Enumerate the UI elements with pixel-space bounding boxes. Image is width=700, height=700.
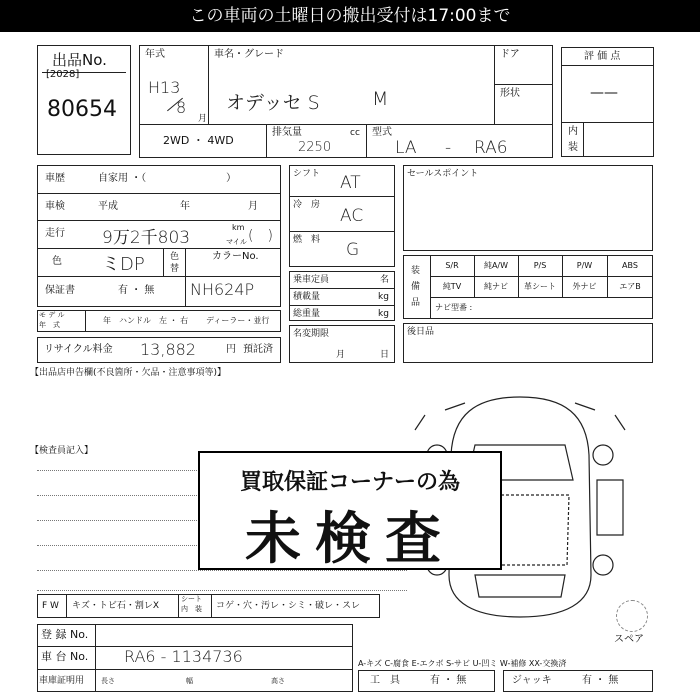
spare-tire-icon [616,600,648,632]
model-grade: M [372,88,389,110]
rating-value: —— [590,85,618,101]
equip-ext-navi: 外ナビ [572,282,597,291]
recolor-label-1: 色 [170,252,180,262]
body-shape-label: 形状 [500,88,520,99]
dealer-label: ディーラー・並行 [206,316,270,325]
year-month-unit: 月 [198,114,208,124]
mileage-paren: ( ) [248,228,273,244]
reg-deadline-day: 日 [380,350,390,360]
model-label: 車名・グレード [214,49,284,60]
certificate-length: 長さ [101,677,115,685]
inspection-era: 平成 [98,201,118,212]
equip-ps: P/S [533,261,547,270]
equip-airbag: エアB [619,282,641,291]
fw-label: F W [42,601,59,611]
shift-label: シフト [293,169,321,179]
divider [66,594,67,618]
divider [37,193,281,194]
registration-label: 登 録 No. [41,628,89,641]
divider [163,248,164,276]
equipment-label-1: 装 [411,266,421,276]
displacement-label: 排気量 [272,127,302,138]
rating-box [561,47,654,157]
inspector-label: 【検査員記入】 [30,446,94,456]
model-year-label-1: モ デ ル [39,311,65,319]
mileage-unit-km: km [232,223,245,232]
load-label: 積載量 [293,292,321,302]
jack-label: ジャッキ [512,675,552,686]
doors-label: ドア [500,49,520,60]
recolor-label-2: 替 [170,264,180,274]
load-unit: kg [378,292,389,302]
capacity-unit: 名 [380,275,390,285]
inspection-label: 車検 [45,201,65,212]
fuel-label: 燃 料 [293,235,321,245]
chassis-label: 車 台 No. [41,650,89,663]
seat-label-1: シート [181,595,202,603]
divider [85,310,86,332]
divider [37,248,281,249]
divider [289,288,395,289]
tools-value: 有 ・ 無 [430,675,467,686]
ac-value: AC [340,206,364,226]
later-label: 後日品 [407,327,435,337]
equipment-label-2: 備 [411,282,421,292]
certificate-width: 幅 [186,677,193,685]
shift-value: AT [340,173,361,193]
chassis-value: RA6 - 1134736 [124,647,243,666]
displacement-value: 2250 [298,140,332,155]
equip-pw: P/W [576,261,593,270]
divider [37,220,281,221]
equip-navi: 純ナビ [484,282,508,291]
divider [289,196,395,197]
divider [561,65,654,66]
later-box [403,323,653,363]
divider [37,669,353,670]
stamp-line-2: 未検査 [245,506,455,572]
divider [561,122,654,123]
year-era: H13 [148,78,181,97]
jack-value: 有 ・ 無 [582,675,619,686]
divider [289,231,395,232]
lot-code: [2028] [46,69,80,80]
divider [95,624,96,692]
lot-number: 80654 [47,97,117,122]
fuel-value: G [346,240,360,260]
equip-tv: 純TV [442,282,462,291]
not-inspected-stamp [198,451,502,570]
recycle-value: 13,882 [140,340,196,359]
reg-deadline-month: 月 [336,350,346,360]
certificate-height: 高さ [271,677,285,685]
divider [583,122,584,157]
divider [208,45,209,124]
history-value: 自家用 ・（ ） [98,173,237,184]
model-year-unit: 年 [103,316,111,325]
drive-label: 2WD ・ 4WD [163,134,234,147]
color-value: ミDP [102,254,145,275]
interior-label-2: 装 [568,142,578,153]
divider [185,248,186,307]
damage-legend: A-キズ C-腐食 E-エクボ S-サビ U-凹ミ W-補修 XX-交換済 [358,659,567,668]
warranty-label: 保証書 [45,285,75,296]
color-no-label: カラーNo. [212,251,259,262]
mileage-unit-mile: マイル [226,238,247,246]
equipment-label-3: 品 [411,298,421,308]
type-code-dash: - [445,138,452,158]
equip-abs: ABS [622,261,638,270]
recycle-deposit: 預託済 [243,344,273,355]
type-code-label: 型式 [372,127,392,138]
divider [494,84,553,85]
type-code-prefix: LA [395,138,417,158]
divider [266,124,267,158]
divider [37,276,281,277]
history-label: 車歴 [45,173,65,184]
mileage-label: 走行 [45,228,65,239]
recycle-unit: 円 [226,344,236,355]
spare-label: スペア [614,634,644,645]
seat-value: コゲ・穴・汚レ・シミ・破レ・スレ [216,601,361,611]
year-label: 年式 [145,49,165,60]
model-year-label-2: 年 式 [39,321,60,329]
fw-value: キズ・トビ石・割レX [72,601,159,611]
divider [178,594,179,618]
interior-label-1: 内 [568,126,578,137]
stamp-line-1: 買取保証コーナーの為 [239,470,460,495]
model-name: オデッセ S [226,92,320,114]
sales-point-label: セールスポイント [407,169,479,179]
lot-box [37,45,131,155]
color-label: 色 [52,256,62,267]
type-code-value: RA6 [474,138,508,158]
year-month: 8 [176,98,187,117]
capacity-label: 乗車定員 [293,275,330,285]
lot-label: 出品No. [52,51,107,69]
equip-aw: 純A/W [483,261,509,270]
equip-sr: S/R [445,261,459,270]
divider [430,297,653,298]
color-no-value: NH624P [190,280,255,299]
divider [366,124,367,158]
gross-unit: kg [378,309,389,319]
recycle-label: リサイクル料金 [44,344,113,355]
handle-label: ハンドル 左 ・ 右 [119,316,189,325]
note-line [37,590,407,591]
rating-label: 評 価 点 [584,51,621,62]
mileage-value: 9万2千803 [102,228,191,248]
divider [211,594,212,618]
ac-label: 冷 房 [293,200,321,210]
tools-label: 工 具 [370,675,400,686]
inspection-year: 年 [180,201,190,212]
divider [289,305,395,306]
seller-notes-label: 【出品店申告欄(不良箇所・欠品・注意事項等)】 [30,368,227,378]
seat-label-2: 内 装 [181,605,202,613]
inspection-month: 月 [248,201,258,212]
reg-deadline-label: 名変期限 [293,329,330,339]
banner-notice: この車両の土曜日の搬出受付は17:00まで [0,0,700,32]
warranty-value: 有 ・ 無 [118,285,155,296]
equip-leather: 革シート [524,282,556,291]
divider [430,276,653,277]
equip-navi-type: ナビ型番 : [435,303,473,312]
displacement-unit: cc [350,128,360,138]
gross-label: 総重量 [293,309,321,319]
certificate-label: 車庫証明用 [39,676,85,686]
